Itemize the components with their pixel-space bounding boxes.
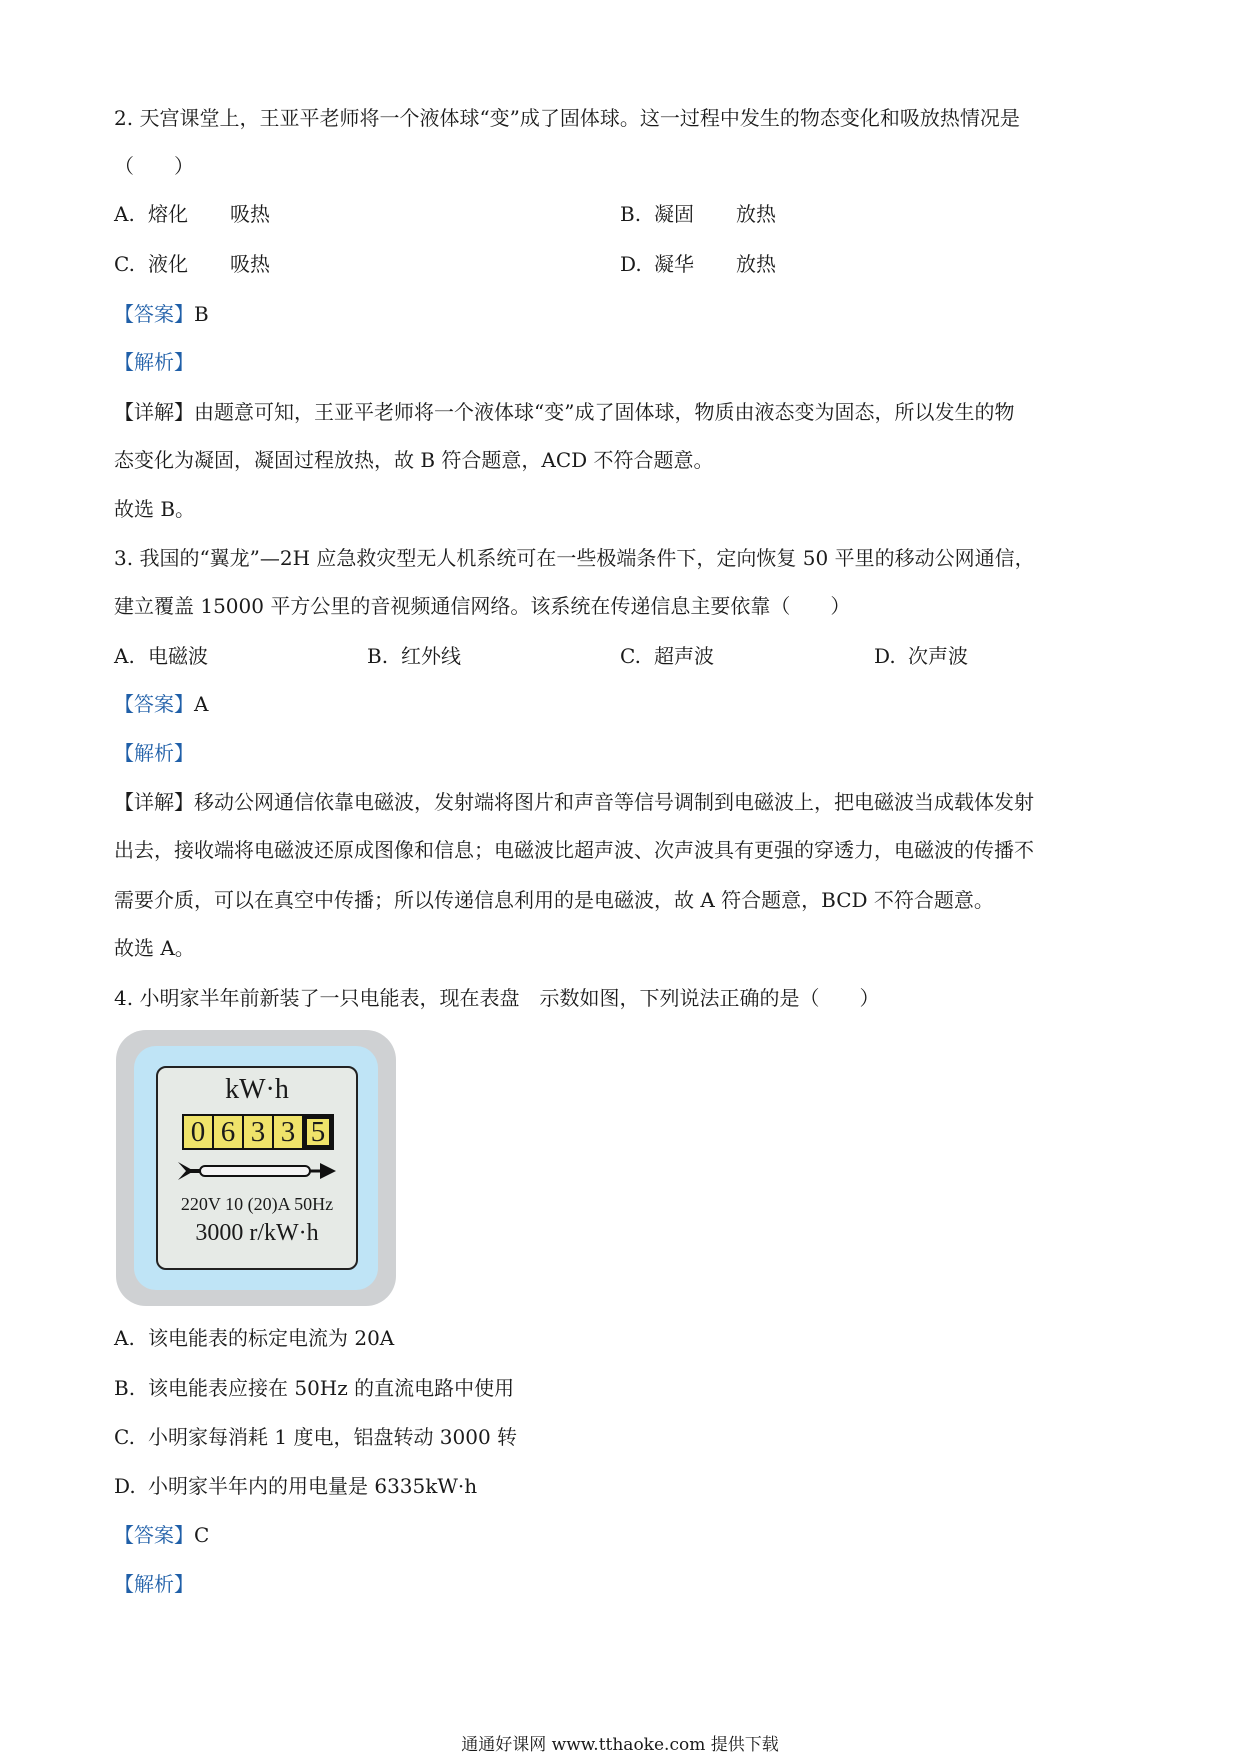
analysis-tag: 【解析】 xyxy=(114,350,194,374)
q3-analysis xyxy=(114,739,194,767)
q3-stem-line2: 建立覆盖 15000 平方公里的音视频通信网络。该系统在传递信息主要依靠（ ） xyxy=(114,594,851,618)
answer-value: C xyxy=(194,1523,210,1547)
meter-digit: 3 xyxy=(274,1116,304,1148)
meter-digit: 0 xyxy=(184,1116,214,1148)
q2-stem-line1: 2. 天宫课堂上，王亚平老师将一个液体球“变”成了固体球。这一过程中发生的物态变化和吸放热情况是 xyxy=(114,106,1020,130)
q3-detail-line2: 出去，接收端将电磁波还原成图像和信息；电磁波比超声波、次声波具有更强的穿透力，电磁波的传播不 xyxy=(114,838,1034,862)
answer-tag: 【答案】 xyxy=(114,692,194,716)
q3-option-a: A. 电磁波 xyxy=(114,644,208,668)
meter-spec-constant: 3000 r/kW·h xyxy=(195,1220,319,1246)
q4-option-a: A. 该电能表的标定电流为 20A xyxy=(114,1326,395,1350)
q4-stem: 4. 小明家半年前新装了一只电能表，现在表盘 示数如图，下列说法正确的是（ ） xyxy=(114,986,880,1010)
q3-detail-line1: 【详解】移动公网通信依靠电磁波，发射端将图片和声音等信号调制到电磁波上，把电磁波当成载体发射 xyxy=(114,790,1034,814)
answer-value: A xyxy=(194,692,209,716)
q3-option-c: C. 超声波 xyxy=(620,644,714,668)
q2-detail-line1: 【详解】由题意可知，王亚平老师将一个液体球“变”成了固体球，物质由液态变为固态，所以发生的物 xyxy=(114,400,1015,424)
q2-option-d: D. 凝华 放热 xyxy=(620,252,776,276)
meter-digit: 6 xyxy=(214,1116,244,1148)
q2-detail-line2: 态变化为凝固，凝固过程放热，故 B 符合题意，ACD 不符合题意。 xyxy=(114,448,714,472)
meter-bezel xyxy=(134,1046,378,1290)
q2-conclusion: 故选 B。 xyxy=(114,497,196,521)
q3-option-b: B. 红外线 xyxy=(367,644,461,668)
meter-digits xyxy=(182,1114,334,1150)
rotation-arrow-icon xyxy=(178,1158,336,1184)
q4-option-d: D. 小明家半年内的用电量是 6335kW·h xyxy=(114,1474,478,1498)
q3-option-d: D. 次声波 xyxy=(874,644,968,668)
meter-digit: 3 xyxy=(244,1116,274,1148)
analysis-tag: 【解析】 xyxy=(114,741,194,765)
answer-tag: 【答案】 xyxy=(114,1523,194,1547)
meter-unit: kW·h xyxy=(225,1074,289,1105)
meter-spec-ratings: 220V 10 (20)A 50Hz xyxy=(180,1194,334,1214)
q3-detail-line3: 需要介质，可以在真空中传播；所以传递信息利用的是电磁波，故 A 符合题意，BCD 不符合题意。 xyxy=(114,888,994,912)
meter-face xyxy=(156,1066,358,1270)
analysis-tag: 【解析】 xyxy=(114,1572,194,1596)
q3-answer xyxy=(114,690,208,718)
q4-option-b: B. 该电能表应接在 50Hz 的直流电路中使用 xyxy=(114,1376,515,1400)
page-footer: 通通好课网 www.tthaoke.com 提供下载 xyxy=(461,1735,779,1755)
q4-analysis xyxy=(114,1570,194,1598)
answer-value: B xyxy=(194,302,209,326)
q3-stem-line1: 3. 我国的“翼龙”—2H 应急救灾型无人机系统可在一些极端条件下，定向恢复 50 平里的移动公网通信， xyxy=(114,546,1035,570)
q4-option-c: C. 小明家每消耗 1 度电，铝盘转动 3000 转 xyxy=(114,1425,518,1449)
q3-conclusion: 故选 A。 xyxy=(114,936,195,960)
q2-stem-line2: （ ） xyxy=(114,154,194,178)
detail-tag: 【详解】 xyxy=(114,790,194,814)
q2-analysis xyxy=(114,348,194,376)
detail-tag: 【详解】 xyxy=(114,400,194,424)
electric-meter-figure xyxy=(116,1030,396,1306)
meter-digit-decimal: 5 xyxy=(304,1116,332,1148)
q2-option-b: B. 凝固 放热 xyxy=(620,202,776,226)
q2-answer xyxy=(114,300,209,328)
q2-option-c: C. 液化 吸热 xyxy=(114,252,270,276)
q4-answer xyxy=(114,1521,209,1549)
answer-tag: 【答案】 xyxy=(114,302,194,326)
q2-option-a: A. 熔化 吸热 xyxy=(114,202,270,226)
